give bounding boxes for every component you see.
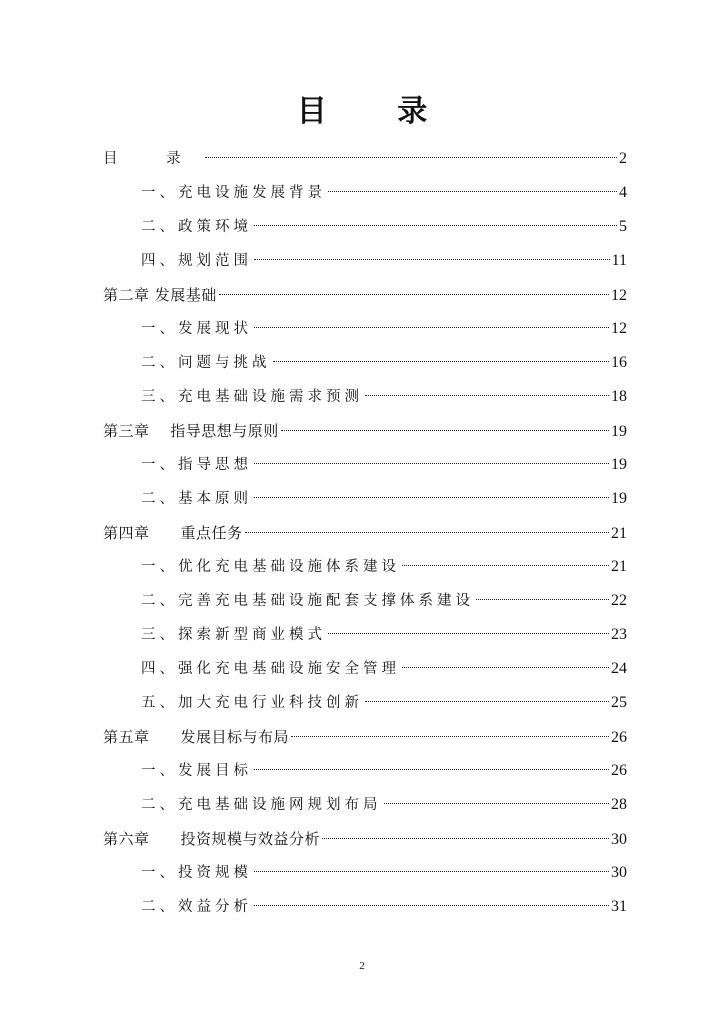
toc-entry-label: 四、规划范围 (141, 253, 252, 269)
toc-chapter-entry[interactable] (103, 278, 627, 312)
toc-dot-leader (273, 361, 610, 362)
toc-dot-leader (254, 225, 617, 226)
toc-entry-label: 二、效益分析 (141, 899, 252, 915)
toc-entry-label: 二、政策环境 (141, 219, 252, 235)
toc-chapter-entry[interactable] (103, 822, 627, 856)
toc-entry[interactable] (103, 686, 627, 720)
toc-entry-label: 一、发展目标 (141, 763, 252, 779)
toc-dot-leader (254, 463, 609, 464)
toc-entry-page: 23 (611, 626, 627, 643)
toc-entry-page: 19 (611, 423, 627, 440)
toc-entry-label: 一、指导思想 (141, 457, 252, 473)
toc-entry-page: 22 (611, 592, 627, 609)
toc-entry-label: 五、加大充电行业科技创新 (141, 695, 363, 711)
toc-entry-page: 25 (611, 694, 627, 711)
toc-dot-leader (365, 395, 609, 396)
toc-entry[interactable] (103, 652, 627, 686)
toc-entry[interactable] (103, 210, 627, 244)
toc-entry-label: 二、充电基础设施网规划布局 (141, 797, 382, 813)
page-number: 2 (359, 960, 365, 972)
toc-entry-label: 二、完善充电基础设施配套支撑体系建设 (141, 593, 474, 609)
toc-entry[interactable] (103, 312, 627, 346)
toc-entry-label: 一、充电设施发展背景 (141, 185, 326, 201)
toc-dot-leader (254, 327, 609, 328)
toc-entry-label: 第三章 指导思想与原则 (103, 422, 279, 440)
toc-entry-page: 30 (611, 864, 627, 881)
toc-dot-leader (322, 838, 609, 839)
toc-chapter-entry[interactable] (103, 414, 627, 448)
toc-entry[interactable] (103, 142, 627, 176)
toc-dot-leader (328, 633, 609, 634)
toc-entry-page: 24 (611, 660, 627, 677)
toc-dot-leader (254, 871, 609, 872)
toc-entry-label: 目 录 (103, 151, 203, 167)
toc-dot-leader (365, 701, 609, 702)
toc-entry-page: 30 (611, 831, 627, 848)
toc-dot-leader (384, 803, 610, 804)
toc-entry-label: 二、问题与挑战 (141, 355, 271, 371)
toc-entry[interactable] (103, 244, 627, 278)
toc-dot-leader (219, 294, 609, 295)
toc-entry-page: 2 (619, 150, 627, 167)
toc-entry[interactable] (103, 890, 627, 924)
toc-entry-label: 三、充电基础设施需求预测 (141, 389, 363, 405)
toc-entry-label: 一、优化充电基础设施体系建设 (141, 559, 400, 575)
toc-entry-page: 12 (611, 320, 627, 337)
toc-chapter-entry[interactable] (103, 720, 627, 754)
toc-dot-leader (402, 565, 609, 566)
toc-entry-page: 5 (619, 218, 627, 235)
toc-entry[interactable] (103, 788, 627, 822)
toc-entry-label: 第二章 发展基础 (103, 286, 217, 304)
toc-entry-label: 第五章 发展目标与布局 (103, 728, 290, 746)
toc-entry-page: 4 (619, 184, 627, 201)
toc-entry-page: 26 (611, 762, 627, 779)
toc-entry-label: 一、发展现状 (141, 321, 252, 337)
toc-dot-leader (254, 769, 609, 770)
toc-entry-page: 16 (611, 354, 627, 371)
toc-entry[interactable] (103, 448, 627, 482)
toc-entry[interactable] (103, 346, 627, 380)
toc-entry-label: 二、基本原则 (141, 491, 252, 507)
toc-entry[interactable] (103, 618, 627, 652)
toc-dot-leader (402, 667, 609, 668)
toc-entry[interactable] (103, 856, 627, 890)
toc-entry-label: 一、投资规模 (141, 865, 252, 881)
toc-entry-page: 21 (611, 525, 627, 542)
toc-entry[interactable] (103, 754, 627, 788)
toc-entry-page: 11 (611, 252, 627, 269)
table-of-contents (103, 142, 627, 924)
toc-entry-page: 19 (611, 456, 627, 473)
toc-entry-label: 第六章 投资规模与效益分析 (103, 830, 321, 848)
toc-entry-page: 28 (611, 796, 627, 813)
toc-dot-leader (205, 157, 617, 158)
toc-entry[interactable] (103, 550, 627, 584)
toc-entry-label: 第四章 重点任务 (103, 524, 243, 542)
toc-entry-page: 31 (611, 898, 627, 915)
toc-dot-leader (476, 599, 609, 600)
toc-entry-page: 21 (611, 558, 627, 575)
toc-chapter-entry[interactable] (103, 516, 627, 550)
toc-dot-leader (245, 532, 609, 533)
toc-entry[interactable] (103, 176, 627, 210)
toc-entry-page: 26 (611, 729, 627, 746)
toc-entry-page: 12 (611, 287, 627, 304)
toc-entry[interactable] (103, 584, 627, 618)
toc-dot-leader (254, 905, 609, 906)
toc-entry[interactable] (103, 380, 627, 414)
toc-dot-leader (254, 497, 609, 498)
toc-entry[interactable] (103, 482, 627, 516)
toc-dot-leader (254, 259, 610, 260)
toc-dot-leader (328, 191, 617, 192)
toc-dot-leader (281, 430, 609, 431)
toc-dot-leader (291, 736, 609, 737)
toc-entry-page: 19 (611, 490, 627, 507)
toc-entry-page: 18 (611, 388, 627, 405)
toc-entry-label: 四、强化充电基础设施安全管理 (141, 661, 400, 677)
page-title: 目 录 (296, 94, 458, 129)
toc-entry-label: 三、探索新型商业模式 (141, 627, 326, 643)
